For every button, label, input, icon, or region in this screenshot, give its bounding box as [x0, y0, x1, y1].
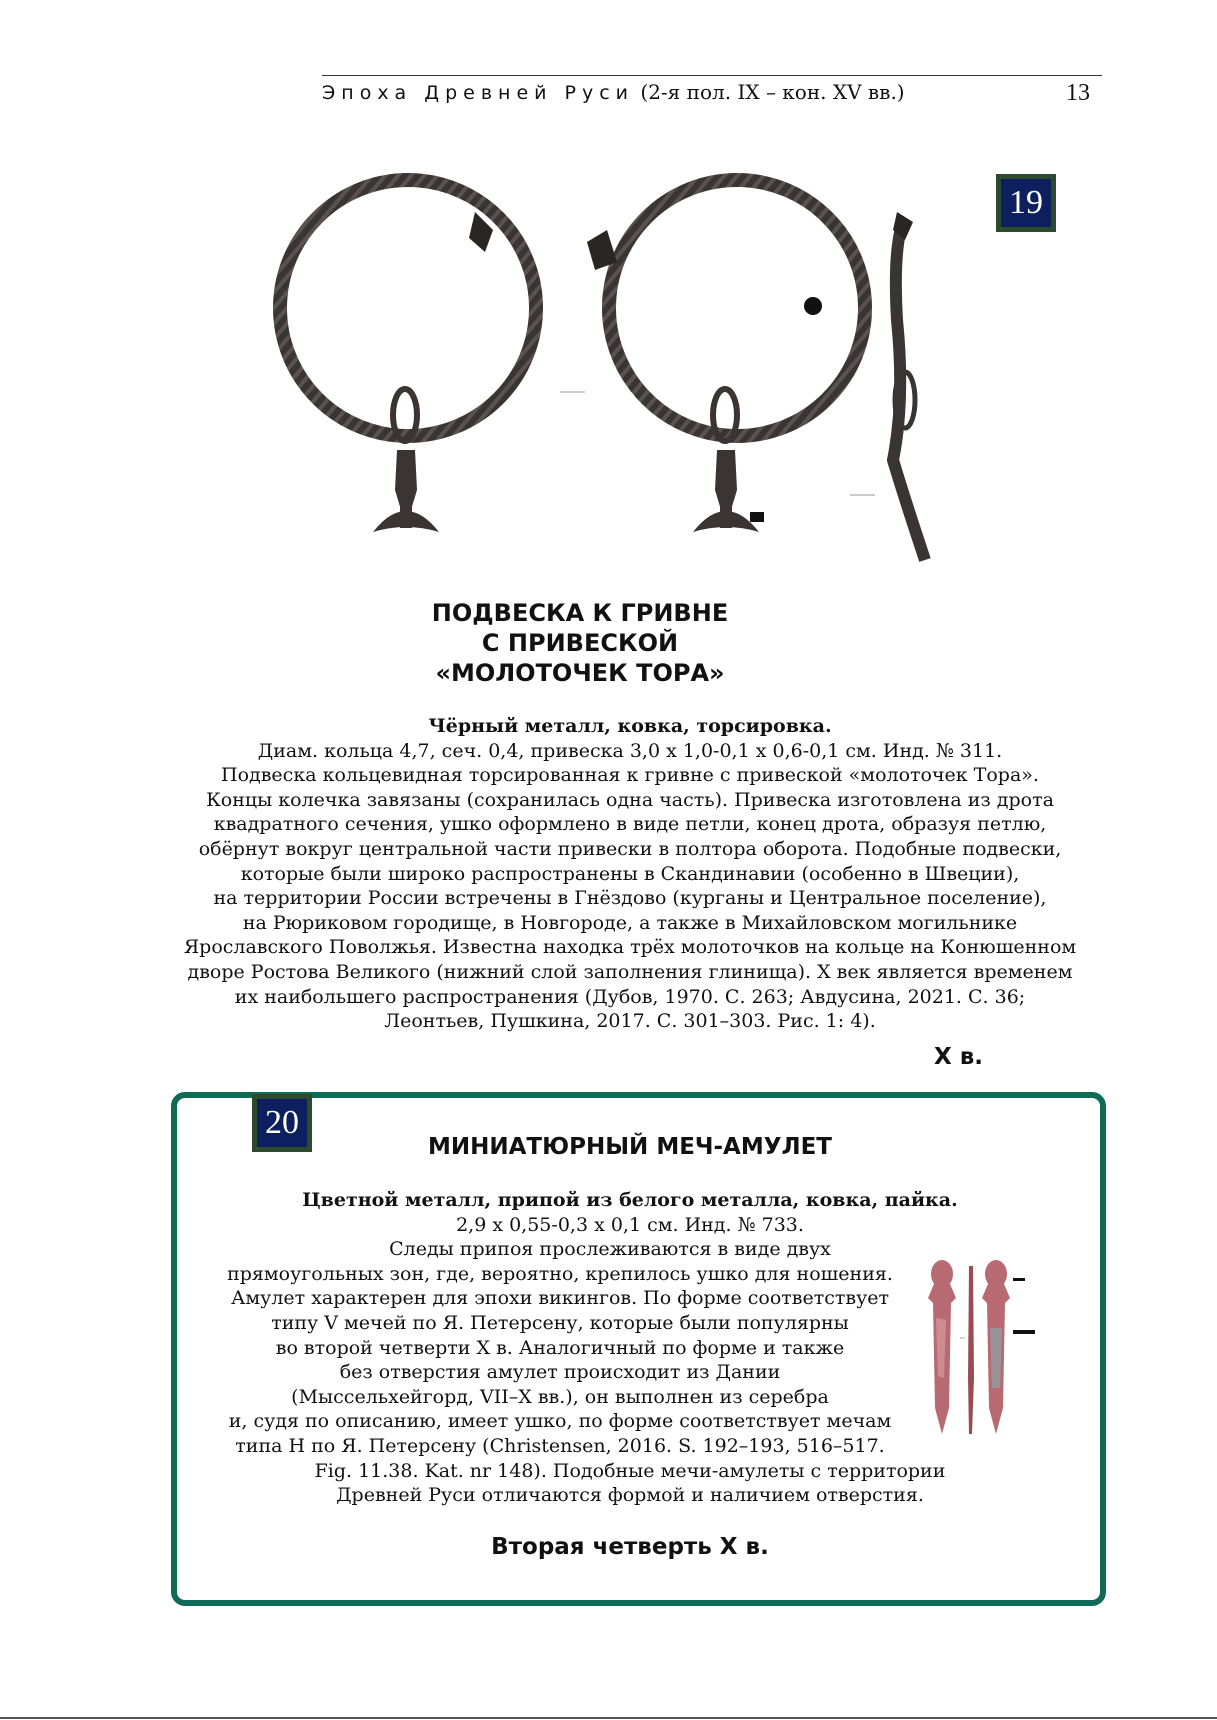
- text-line: обёрнут вокруг центральной части привески в полтора оборота. Подобные подвески,: [198, 837, 1062, 860]
- ring-front-view: [280, 180, 536, 532]
- item-20-material: Цветной металл, припой из белого металла, ковка, пайка.: [302, 1189, 958, 1211]
- amulet-back-view: [982, 1260, 1010, 1434]
- text-line: Fig. 11.38. Kat. nr 148). Подобные мечи-амулеты с территории: [314, 1459, 946, 1482]
- text-line: без отверстия амулет происходит из Дании: [339, 1361, 781, 1384]
- ring-side-view: [893, 212, 925, 560]
- pendant-photo: [265, 160, 945, 580]
- text-line: квадратного сечения, ушко оформлено в виде петли, конец дрота, образуя петлю,: [213, 813, 1047, 836]
- text-line: Амулет характерен для эпохи викингов. По форме соответствует: [230, 1287, 890, 1310]
- text-line: которые были широко распространены в Скандинавии (особенно в Швеции),: [240, 862, 1020, 885]
- text-line: типу V мечей по Я. Петерсену, которые были популярны: [271, 1311, 849, 1334]
- text-line: на территории России встречены в Гнёздово (курганы и Центральное поселение),: [213, 887, 1047, 910]
- text-line: дворе Ростова Великого (нижний слой заполнения глинища). X век является временем: [187, 960, 1073, 983]
- page-number: 13: [1066, 80, 1090, 106]
- text-line: (Мыссельхейгорд, VII–X вв.), он выполнен из серебра: [291, 1385, 829, 1408]
- item-19-description: [170, 714, 1090, 1034]
- title-line: «МОЛОТОЧЕК ТОРА»: [435, 659, 725, 687]
- title-line: ПОДВЕСКА К ГРИВНЕ: [431, 599, 729, 627]
- item-19-date: X в.: [934, 1044, 984, 1070]
- text-line: Древней Руси отличаются формой и наличием отверстия.: [336, 1484, 924, 1507]
- sword-amulet-photo: [920, 1258, 1040, 1438]
- title-line: С ПРИВЕСКОЙ: [481, 629, 679, 657]
- running-header: [322, 80, 905, 104]
- text-line: на Рюриковом городище, в Новгороде, а также в Михайловском могильнике: [242, 911, 1018, 934]
- amulet-side-view: [968, 1266, 974, 1434]
- text-line: типа H по Я. Петерсену (Christensen, 2016. S. 192–193, 516–517.: [235, 1434, 885, 1457]
- text-line: 2,9 х 0,55-0,3 х 0,1 см. Инд. № 733.: [456, 1213, 804, 1236]
- text-line: прямоугольных зон, где, вероятно, крепилось ушко для ношения.: [227, 1262, 893, 1285]
- ring-back-view: [587, 180, 865, 532]
- text-line: их наибольшего распространения (Дубов, 1970. С. 263; Авдусина, 2021. С. 36;: [234, 985, 1026, 1008]
- catalog-number-19: 19: [996, 174, 1056, 232]
- header-rule: [322, 75, 1102, 76]
- text-line: Подвеска кольцевидная торсированная к гривне с привеской «молоточек Тора».: [221, 764, 1039, 787]
- item-20-title: МИНИАТЮРНЫЙ МЕЧ-АМУЛЕТ: [428, 1134, 832, 1160]
- text-line: во второй четверти X в. Аналогичный по форме и также: [275, 1336, 845, 1359]
- text-line: и, судя по описанию, имеет ушко, по форме соответствует мечам: [228, 1410, 892, 1433]
- item-19-title: [300, 598, 860, 688]
- page-bottom-rule: [0, 1717, 1217, 1719]
- header-era: Эпоха Древней Руси: [322, 82, 635, 104]
- text-line: Концы колечка завязаны (сохранилась одна часть). Привеска изготовлена из дрота: [206, 788, 1054, 811]
- text-line: Леонтьев, Пушкина, 2017. С. 301–303. Рис. 1: 4).: [384, 1010, 876, 1033]
- item-19-material: Чёрный металл, ковка, торсировка.: [428, 715, 832, 737]
- catalog-number-20: 20: [252, 1094, 312, 1152]
- amulet-front-view: [928, 1260, 956, 1434]
- text-line: Диам. кольца 4,7, сеч. 0,4, привеска 3,0 х 1,0-0,1 х 0,6-0,1 см. Инд. № 311.: [257, 739, 1003, 762]
- item-20-date: Вторая четверть X в.: [491, 1534, 769, 1560]
- text-line: Следы припоя прослеживаются в виде двух: [389, 1238, 831, 1261]
- header-dates: (2-я пол. IX – кон. XV вв.): [640, 80, 905, 104]
- text-line: Ярославского Поволжья. Известна находка трёх молоточков на кольце на Конюшенном: [183, 936, 1077, 959]
